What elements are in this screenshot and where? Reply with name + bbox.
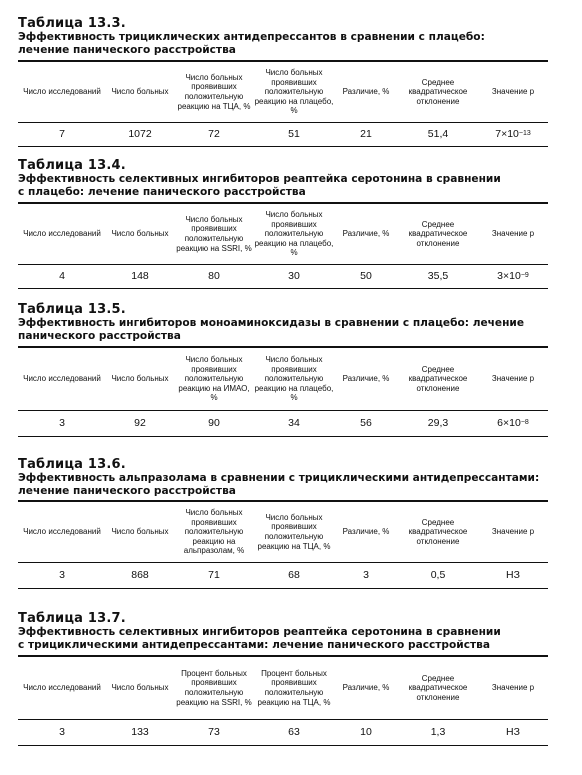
data-table — [18, 655, 548, 746]
cell-comparator-response: 34 — [288, 416, 300, 429]
table-header-row — [18, 348, 548, 411]
table-number: Таблица 13.5. — [18, 302, 126, 317]
cell-sd: 0,5 — [430, 568, 446, 581]
header-p-value: Значение p — [491, 683, 535, 693]
p-value-base: НЗ — [506, 725, 520, 738]
data-table — [18, 202, 548, 289]
cell-studies: 3 — [59, 416, 65, 429]
cell-sd: 29,3 — [427, 416, 449, 429]
table-caption-line: лечение панического расстройства — [18, 43, 236, 56]
cell-patients: 868 — [131, 568, 149, 581]
table-caption-line: с трициклическими антидепрессантами: лечение панического расстройства — [18, 638, 490, 651]
table-caption-line: Эффективность альпразолама в сравнении с трициклическими антидепрессантами: — [18, 472, 540, 484]
header-studies: Число исследований — [23, 683, 101, 693]
table-section-13-3 — [18, 16, 548, 56]
table-section-13-7 — [18, 611, 548, 651]
table-row — [18, 123, 548, 144]
cell-sd: 35,5 — [427, 269, 449, 282]
cell-difference: 3 — [363, 568, 369, 581]
table-caption-line: Эффективность ингибиторов моноаминоксидазы в сравнении с плацебо: лечение — [18, 317, 525, 329]
table-row — [18, 411, 548, 434]
header-drug-response: Процент больных проявивших положительную реакцию на SSRI, % — [176, 668, 252, 707]
cell-comparator-response: 68 — [288, 568, 300, 581]
cell-drug-response: 72 — [208, 127, 220, 140]
header-patients: Число больных — [111, 87, 169, 97]
header-patients: Число больных — [111, 527, 169, 537]
cell-drug-response: 71 — [208, 568, 220, 581]
cell-patients: 1072 — [128, 127, 152, 140]
table-header-row — [18, 62, 548, 123]
header-p-value: Значение p — [491, 527, 535, 537]
p-value-base: 6×10 — [497, 416, 521, 429]
header-difference: Различие, % — [342, 374, 390, 384]
cell-p-value — [478, 720, 548, 743]
table-header-row — [18, 204, 548, 265]
table-caption-line: с плацебо: лечение панического расстройства — [18, 185, 306, 198]
cell-sd: 1,3 — [430, 725, 446, 738]
p-value-base: 7×10 — [495, 127, 519, 140]
header-p-value: Значение p — [491, 374, 535, 384]
table-section-13-6 — [18, 457, 548, 497]
header-difference: Различие, % — [342, 229, 390, 239]
table-caption-line: Эффективность селективных ингибиторов реаптейка серотонина в сравнении — [18, 173, 501, 185]
cell-patients: 148 — [131, 269, 149, 282]
cell-studies: 7 — [59, 127, 65, 140]
header-p-value: Значение p — [491, 229, 535, 239]
cell-comparator-response: 63 — [288, 725, 300, 738]
header-sd: Среднее квадратическое отклонение — [408, 673, 468, 702]
cell-studies: 3 — [59, 568, 65, 581]
header-studies: Число исследований — [23, 374, 101, 384]
table-row — [18, 563, 548, 586]
header-comparator-response: Число больных проявивших положительную реакцию на плацебо, % — [254, 210, 334, 258]
header-patients: Число больных — [111, 683, 169, 693]
table-row — [18, 265, 548, 286]
table-caption-line: панического расстройства — [18, 329, 181, 342]
header-patients: Число больных — [111, 229, 169, 239]
table-number: Таблица 13.6. — [18, 457, 126, 472]
table-number: Таблица 13.4. — [18, 158, 126, 173]
header-difference: Различие, % — [342, 527, 390, 537]
cell-patients: 133 — [131, 725, 149, 738]
cell-drug-response: 80 — [208, 269, 220, 282]
table-number: Таблица 13.7. — [18, 611, 126, 626]
cell-difference: 50 — [360, 269, 372, 282]
header-difference: Различие, % — [342, 683, 390, 693]
cell-drug-response: 73 — [208, 725, 220, 738]
header-comparator-response: Число больных проявивших положительную реакцию на плацебо, % — [254, 355, 334, 403]
header-patients: Число больных — [111, 374, 169, 384]
cell-difference: 21 — [360, 127, 372, 140]
header-sd: Среднее квадратическое отклонение — [408, 77, 468, 106]
table-header-row — [18, 657, 548, 720]
table-caption-line: Эффективность селективных ингибиторов реаптейка серотонина в сравнении — [18, 626, 501, 638]
data-table — [18, 500, 548, 589]
p-value-base: 3×10 — [497, 269, 521, 282]
table-caption-line: Эффективность трициклических антидепрессантов в сравнении с плацебо: — [18, 31, 485, 43]
cell-p-value: 3×10 −9 — [497, 269, 529, 282]
cell-p-value: 6×10 −8 — [497, 416, 529, 429]
cell-comparator-response: 30 — [288, 269, 300, 282]
cell-drug-response: 90 — [208, 416, 220, 429]
p-value-base: НЗ — [506, 568, 520, 581]
header-studies: Число исследований — [23, 527, 101, 537]
header-studies: Число исследований — [23, 229, 101, 239]
header-sd: Среднее квадратическое отклонение — [408, 219, 468, 248]
cell-sd: 51,4 — [427, 127, 449, 140]
header-studies: Число исследований — [23, 87, 101, 97]
header-comparator-response: Процент больных проявивших положительную реакцию на ТЦА, % — [257, 668, 331, 707]
table-section-13-4 — [18, 158, 548, 198]
table-section-13-5 — [18, 302, 548, 342]
header-drug-response: Число больных проявивших положительную реакцию на ИМАО, % — [178, 355, 250, 403]
table-row — [18, 720, 548, 743]
header-p-value: Значение p — [491, 87, 535, 97]
cell-p-value — [478, 563, 548, 586]
cell-patients: 92 — [134, 416, 146, 429]
cell-studies: 3 — [59, 725, 65, 738]
header-drug-response: Число больных проявивших положительную реакцию на альпразолам, % — [183, 508, 245, 556]
cell-difference: 10 — [360, 725, 372, 738]
header-sd: Среднее квадратическое отклонение — [408, 364, 468, 393]
table-header-row — [18, 502, 548, 563]
data-table — [18, 60, 548, 147]
cell-studies: 4 — [59, 269, 65, 282]
table-number: Таблица 13.3. — [18, 16, 126, 31]
header-comparator-response: Число больных проявивших положительную реакцию на плацебо, % — [254, 68, 334, 116]
header-sd: Среднее квадратическое отклонение — [408, 517, 468, 546]
header-difference: Различие, % — [342, 87, 390, 97]
header-comparator-response: Число больных проявивших положительную реакцию на ТЦА, % — [257, 512, 331, 551]
header-drug-response: Число больных проявивших положительную реакцию на SSRI, % — [176, 214, 252, 253]
cell-p-value: 7×10 −13 — [495, 127, 531, 140]
header-drug-response: Число больных проявивших положительную реакцию на ТЦА, % — [177, 72, 251, 111]
table-caption-line: лечение панического расстройства — [18, 484, 236, 497]
data-table — [18, 346, 548, 437]
cell-comparator-response: 51 — [288, 127, 300, 140]
cell-difference: 56 — [360, 416, 372, 429]
